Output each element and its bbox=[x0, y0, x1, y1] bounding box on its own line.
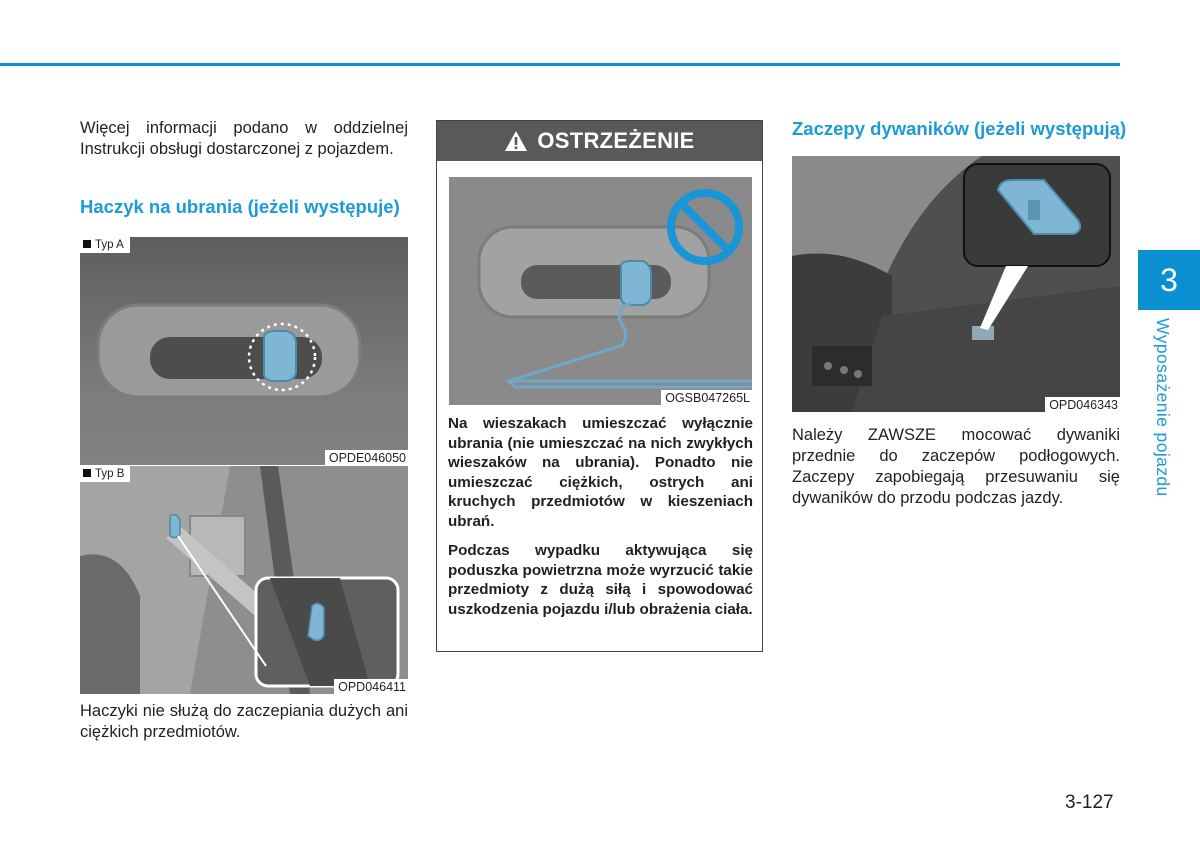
photo-hook-type-b bbox=[80, 466, 408, 694]
photo-code-floor-mat: OPD046343 bbox=[1045, 397, 1120, 412]
warning-text-1: Na wieszakach umieszczać wyłącznie ubrania (nie umieszczać na nich zwykłych wieszaków na ubrania). Ponadto nie umieszczać ciężkich, ostrych ani kruchych przedmiotów w kieszeniach ubrań. bbox=[448, 415, 753, 530]
hook-type-b-illustration bbox=[80, 466, 408, 694]
photo-code-a: OPDE046050 bbox=[325, 450, 408, 465]
photo-floor-mat-hook bbox=[792, 156, 1120, 412]
floor-mat-hook-illustration bbox=[792, 156, 1120, 412]
square-bullet-icon bbox=[83, 240, 91, 248]
photo-hanger-warning bbox=[449, 177, 752, 405]
warning-title: OSTRZEŻENIE bbox=[537, 128, 695, 153]
chapter-tab[interactable]: 3 bbox=[1138, 250, 1200, 310]
photo-code-b: OPD046411 bbox=[334, 679, 408, 694]
photo-hook-type-a bbox=[80, 237, 408, 465]
section-heading-floor-mat: Zaczepy dywaników (jeżeli występują) bbox=[792, 118, 1127, 139]
warning-box bbox=[436, 120, 763, 652]
intro-text: Więcej informacji podano w oddzielnej Instrukcji obsługi dostarczonej z pojazdem. bbox=[80, 119, 408, 158]
header-rule bbox=[0, 63, 1120, 66]
photo-tag-type-b: Typ B bbox=[80, 466, 130, 482]
section-heading-hanger: Haczyk na ubrania (jeżeli występuje) bbox=[80, 196, 400, 217]
photo-tag-type-a: Typ A bbox=[80, 237, 130, 253]
square-bullet-icon bbox=[83, 469, 91, 477]
floor-mat-text: Należy ZAWSZE mocować dywaniki przednie do zaczepów podłogowych. Zaczepy zapobiegają przesuwaniu się dywaników do przodu podczas jazdy. bbox=[792, 426, 1120, 507]
hanger-prohibited-illustration bbox=[449, 177, 752, 405]
hook-caption: Haczyki nie służą do zaczepiania dużych ani ciężkich przedmiotów. bbox=[80, 702, 408, 741]
warning-triangle-icon bbox=[504, 130, 528, 152]
warning-text-2: Podczas wypadku aktywująca się poduszka powietrzna może wyrzucić takie przedmioty z dużą siłą i spowodować uszkodzenia pojazdu i/lub obrażenia ciała. bbox=[448, 542, 753, 618]
hook-type-a-illustration bbox=[80, 237, 408, 465]
photo-code-warning: OGSB047265L bbox=[661, 390, 752, 405]
chapter-title: Wyposażenie pojazdu bbox=[1153, 318, 1173, 497]
page-number: 3-127 bbox=[1065, 792, 1114, 813]
warning-header bbox=[437, 121, 762, 161]
